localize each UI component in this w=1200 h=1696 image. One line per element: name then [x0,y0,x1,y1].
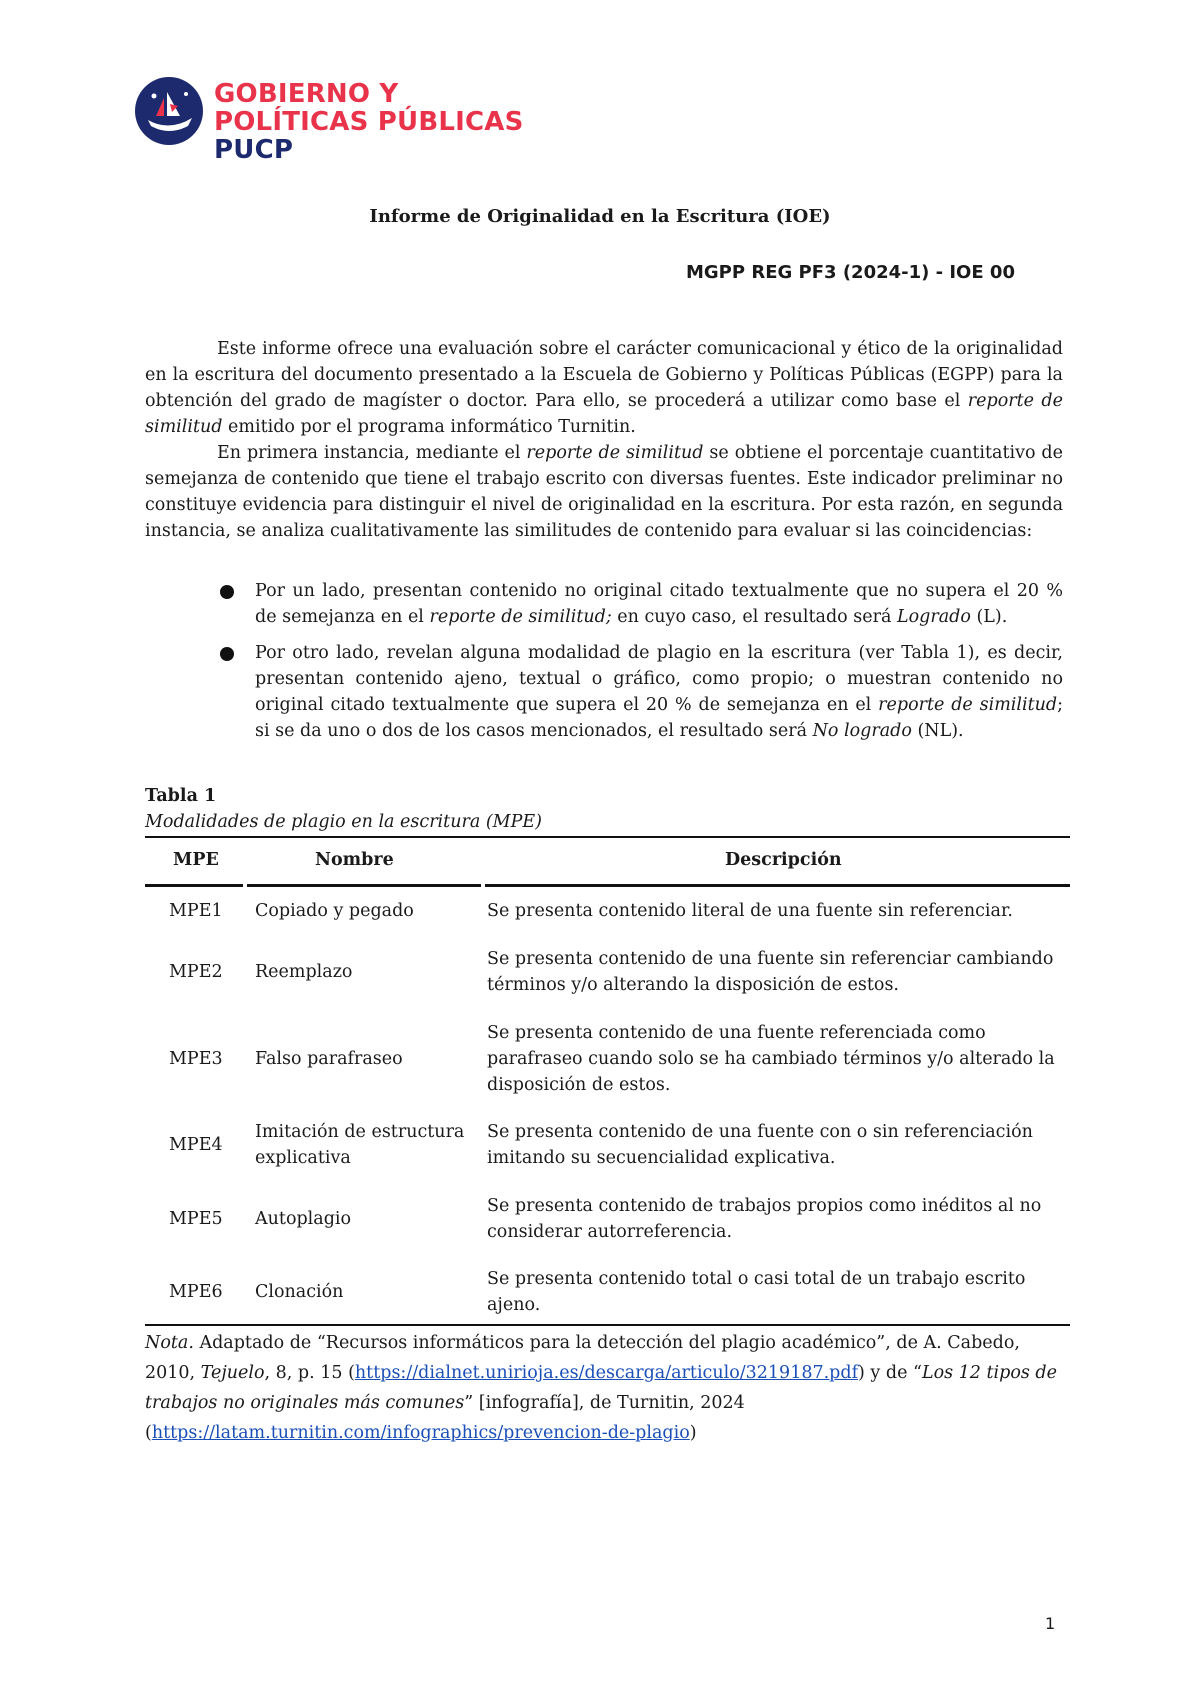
header-descripcion: Descripción [725,850,842,870]
note-label: Nota. [145,1333,194,1353]
document-code: MGPP REG PF3 (2024-1) - IOE 00 [686,262,1015,283]
dialnet-link[interactable]: https://dialnet.unirioja.es/descarga/articulo/3219187.pdf [354,1363,859,1383]
table-note: Nota. Adaptado de “Recursos informáticos para la detección del plagio académico”, de A. Cabedo, 2010, Tejuelo, 8, p. 15 (https://dialnet.unirioja.es/descarga/articulo/3219187.pdf) y de “Los 12 tipos de trabajos no originales más comunes” [infografía], de Turnitin, 2024 (https://latam.turnitin.com/infographics/prevencion-de-plagio) [145,1333,1057,1443]
logo-line-3: PUCP [214,135,294,165]
table-label: Tabla 1 [145,786,217,806]
intro-paragraph [145,336,1063,440]
document-title: Informe de Originalidad en la Escritura (IOE) [369,206,831,227]
logo-wordmark [214,80,524,164]
bullet-icon [220,647,234,661]
ship-emblem-icon [134,76,204,146]
p2-emphasis: reporte de similitud [526,443,704,463]
list-item: Por un lado, presentan contenido no original citado textualmente que no supera el 20 % de semejanza en el reporte de similitud; en cuyo caso, el resultado será Logrado (L). [145,578,1063,630]
document-page: GOBIERNO Y POLÍTICAS PÚBLICAS PUCP Informe de Originalidad en la Escritura (IOE) MGPP REG PF3 (2024-1) - IOE 00 Este informe ofrece una evaluación sobre el carácter comunicacional y ético de la originalidad en la escritura del documento presentado a la Escuela de Gobierno y Políticas Públicas (EGPP) para la obtención del grado de magíster o doctor. Para ello, se procederá a utilizar como base el reporte de similitud emitido por el programa informático Turnitin. En primera instancia, mediante el reporte de similitud se obtiene el porcentaje cuantitativo de semejanza de contenido que tiene el trabajo escrito con diversas fuentes. Este indicador preliminar no constituye evidencia para distinguir el nivel de originalidad en la escritura. Por esta razón, en segunda instancia, se analiza cualitativamente las similitudes de contenido para evaluar si las coincidencias: Por un lado, presentan contenido no original citado textualmente que no supera el 20 % de semejanza en el reporte de similitud; en cuyo caso, el resultado será Logrado (L). Por otro lado, revelan alguna modalidad de plagio en la escritura (ver Tabla 1), es decir, presentan contenido ajeno, textual o gráfico, como propio; o muestran contenido no original citado textualmente que supera el 20 % de semejanza en el reporte de similitud; si se da uno o dos de los casos mencionados, el resultado será No logrado (NL). Tabla 1 Modalidades de plagio en la escritura (MPE) MPE Nombre Descripción MPE1 Copiado y pegado Se presenta contenido literal de una fuente sin referenciar. MPE2 Reemplazo Se presenta contenido de una fuente sin referenciar cambiando términos y/o alterando la disposición de estos. MPE3 Falso parafraseo Se presenta contenido de una fuente referenciada como parafraseo cuando solo se ha cambiado términos y/o alterado la disposición de estos. MPE4 Imitación de estructura explicativa Se presenta contenido de una fuente con o sin referenciación imitando su secuencialidad explicativa. MPE5 Autoplagio Se presenta contenido de trabajos propios como inéditos al no considerar autorreferencia. MPE6 Clonación Se presenta contenido total o casi total de un trabajo escrito ajeno. Nota. Adaptado de “Recursos informáticos para la detección del plagio académico”, de A. Cabedo, 2010, Tejuelo, 8, p. 15 (https://dialnet.unirioja.es/descarga/articulo/3219187.pdf) y de “Los 12 tipos de trabajos no originales más comunes” [infografía], de Turnitin, 2024 (https://latam.turnitin.com/infographics/prevencion-de-plagio) 1 [0,0,1200,1696]
list-item: Por otro lado, revelan alguna modalidad de plagio en la escritura (ver Tabla 1), es decir, presentan contenido ajeno, textual o gráfico, como propio; o muestran contenido no original citado textualmente que supera el 20 % de semejanza en el reporte de similitud; si se da uno o dos de los casos mencionados, el resultado será No logrado (NL). [145,640,1063,744]
journal-name: Tejuelo [200,1363,265,1383]
criteria-list [145,578,1063,754]
logo-line-2: POLÍTICAS PÚBLICAS [214,107,524,137]
second-paragraph [145,440,1063,544]
p1-emphasis: reporte de similitud [145,391,1063,437]
table-top-rule [145,836,1070,838]
table-bottom-rule [145,1324,1070,1326]
p2-text-a: En primera instancia, mediante el [217,443,527,463]
table-caption: Modalidades de plagio en la escritura (MPE) [145,812,542,832]
header-rule [247,884,481,887]
turnitin-link[interactable]: https://latam.turnitin.com/infographics/prevencion-de-plagio [151,1423,690,1443]
header-rule [145,884,243,887]
p1-text-a: Este informe ofrece una evaluación sobre el carácter comunicacional y ético de la originalidad en la escritura del documento presentado a la Escuela de Gobierno y Políticas Públicas (EGPP) para la obtención del grado de magíster o doctor. Para ello, se procederá a utilizar como base el [145,339,1063,411]
page-number: 1 [1045,1614,1056,1633]
bullet-icon [220,585,234,599]
institution-logo [134,72,554,165]
header-mpe: MPE [173,850,219,870]
p1-text-b: emitido por el programa informático Turnitin. [222,417,636,437]
header-nombre: Nombre [315,850,394,870]
infographic-title: Los 12 tipos de trabajos no originales más comunes [145,1363,1057,1413]
p2-text-b: se obtiene el porcentaje cuantitativo de semejanza de contenido que tiene el trabajo escrito con diversas fuentes. Este indicador preliminar no constituye evidencia para distinguir el nivel de originalidad en la escritura. Por esta razón, en segunda instancia, se analiza cualitativamente las similitudes de contenido para evaluar si las coincidencias: [145,443,1063,541]
header-rule [485,884,1070,887]
logo-line-1: GOBIERNO Y [214,79,399,109]
